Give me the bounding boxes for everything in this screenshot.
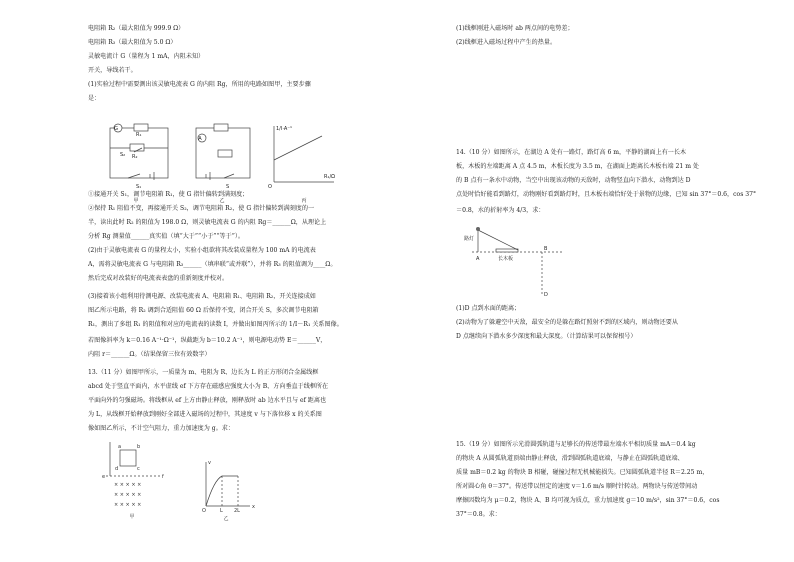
s2-label: S₂ xyxy=(120,152,126,158)
text-line: D 点继续向下潜水多少深度和最大深度。（计算结果可以保留根号） xyxy=(456,333,637,340)
text-line: 摩擦因数均为 μ＝0.2，物块 A、B 均可视为质点，重力加速度 g＝10 m/s²，sin 37°＝0.6，cos xyxy=(456,497,720,504)
text-line: R₁，测出了多组 R₁ 的阻值和对应的电流表的读数 I，并做出如图丙所示的 1/I－R₁ 关系图像。 xyxy=(88,321,343,328)
text-line: 为 L，从线框开始释放到刚好全部进入磁场的过程中，其速度 v 与下落位移 x 的关系图 xyxy=(88,411,322,418)
text-line: 开关，导线若干。 xyxy=(88,67,137,74)
caption-jia: 甲 xyxy=(133,198,139,204)
board-label: 长木板 xyxy=(498,256,514,262)
text-line: 电阻箱 R₂（最大阻值为 999.9 Ω） xyxy=(88,25,185,32)
svg-text:A: A xyxy=(198,136,202,142)
c-label: c xyxy=(137,466,140,472)
caption-yi: 乙 xyxy=(219,198,225,204)
lake-figure xyxy=(462,222,572,302)
text-line: 质量 mB＝0.2 kg 的物块 B 相碰，碰撞过程无机械能损失。已知圆弧轨道半径 R＝2.25 m， xyxy=(456,469,709,476)
a-label: a xyxy=(118,444,122,450)
lamp-label: 路灯 xyxy=(464,236,475,242)
text-line: 若图像斜率为 k＝0.16 A⁻¹·Ω⁻¹，纵截距为 b＝10.2 A⁻¹，则电源电动势 E＝______V， xyxy=(88,337,327,344)
a-label: A xyxy=(476,256,480,262)
b-label: b xyxy=(137,444,141,450)
l-label: L xyxy=(220,508,223,514)
text-line: 分析 Rg 测量值______真实值（填“大于”“小于”“等于”）。 xyxy=(88,233,244,240)
s1-label: S₁ xyxy=(136,184,142,190)
text-line: 半，读出此时 R₂ 的阻值为 198.0 Ω，则灵敏电流表 G 的内阻 Rg＝______Ω，从理论上 xyxy=(88,219,327,226)
text-line: ①接通开关 S₁，调节电阻箱 R₁，使 G 指针偏转到满刻度； xyxy=(88,191,249,198)
text-line: 14.（10 分）如图所示，在湖边 A 处有一路灯，路灯高 6 m，平静的湖面上有一长木 xyxy=(456,149,687,156)
caption-yi: 乙 xyxy=(223,516,229,522)
frame-figure xyxy=(100,440,300,522)
origin-label: O xyxy=(202,508,206,514)
caption-bing: 丙 xyxy=(301,198,307,204)
svg-text:× × × × ×: × × × × × xyxy=(114,482,142,488)
svg-text:× × × × ×: × × × × × xyxy=(114,492,142,498)
v-axis-label: v xyxy=(208,460,211,466)
text-line: A，需将灵敏电流表 G 与电阻箱 R₃______（填串联“或并联”），并将 R₃ 的阻值调为____Ω。 xyxy=(88,261,337,268)
d-label: D xyxy=(544,292,548,298)
svg-text:× × × × ×: × × × × × xyxy=(114,502,142,508)
text-line: (2)线框进入磁场过程中产生的热量。 xyxy=(456,39,557,46)
text-line: 图乙所示电路，将 R₂ 调到合适阻值 60 Ω 后保持不变，闭合开关 S，多次调节电阻箱 xyxy=(88,307,319,314)
text-line: (1)线框刚进入磁场时 ab 两点间的电势差； xyxy=(456,25,574,32)
d-label: d xyxy=(115,466,119,472)
text-line: (3)接着该小组利用待测电源、改装电流表 A、电阻箱 R₁、电阻箱 R₂，开关连接成如 xyxy=(88,293,316,300)
text-line: 点处时恰好能看到路灯，动物刚好看到路灯时，且木板右端恰好处于景物的边缘，已知 sin 37°＝0.6，cos 37° xyxy=(456,191,757,198)
f-label: f xyxy=(162,474,164,480)
text-line: 板，木板的左端距离 A 点 4.5 m，木板长度为 3.5 m，在湖面上距离长木板右端 21 m 处 xyxy=(456,163,700,170)
r2-label: R₂ xyxy=(132,154,138,160)
text-line: ②保持 R₁ 阻值不变，再接通开关 S₂，调节电阻箱 R₂，使 G 指针偏转到满刻度的一 xyxy=(88,205,315,212)
text-line: (1)实验过程中需要测出该灵敏电流表 G 的内阻 Rg，所用的电路如图甲，主要步骤 xyxy=(88,81,311,88)
e-label: e xyxy=(102,474,106,480)
text-line: 15.（19 分）如图所示光滑圆弧轨道与足够长的传送带最左端水平相切质量 mA＝0.4 kg xyxy=(456,441,696,448)
text-line: ＝0.8，水的折射率为 4/3，求： xyxy=(456,207,545,214)
text-line: abcd 处于竖直平面内，水平虚线 ef 下方存在磁感应强度大小为 B、方向垂直于线框所在 xyxy=(88,383,329,390)
text-line: 13.（11 分）如图甲所示，一质量为 m、电阻为 R、边长为 L 的正方形闭合金属线框 xyxy=(88,369,319,376)
text-line: 然后完成对改装好的电流表表盘的重新刻度并校对。 xyxy=(88,275,229,282)
text-line: 电阻箱 R₃（最大阻值为 5.0 Ω） xyxy=(88,39,177,46)
x-axis-label: x xyxy=(252,504,255,510)
text-line: (1)D 点到水面的距离； xyxy=(456,305,521,312)
r1-label: R₁ xyxy=(136,132,142,138)
text-line: 灵敏电流计 G（量程为 1 mA，内阻未知） xyxy=(88,53,205,60)
text-line: 的 B 点有一条水中动物，当空中出现该动物的天敌时，动物竖直向下潜水，动物到达 D xyxy=(456,177,691,184)
text-line: 是： xyxy=(88,95,101,102)
text-line: 平面向外的匀强磁场。将线框从 ef 上方由静止释放，刚释放时 ab 边水平且与 ef 距离也 xyxy=(88,397,327,404)
text-line: 像如图乙所示，不计空气阻力，重力加速度为 g。求： xyxy=(88,425,234,432)
svg-text:G: G xyxy=(114,126,118,132)
text-line: (2)动物为了躲避空中天敌，最安全的是躲在路灯照射不到的区域内，则动物还要从 xyxy=(456,319,678,326)
text-line: 37°＝0.8。求： xyxy=(456,511,501,518)
axis-y-label: 1/I·A⁻¹ xyxy=(276,126,292,132)
b-label: B xyxy=(544,246,548,252)
text-line: 内阻 r＝______Ω。（结果保留三位有效数字） xyxy=(88,351,211,358)
text-line: (2)由于灵敏电流表 G 的量程太小，实验小组欲将其改装成量程为 100 mA 的电流表 xyxy=(88,247,316,254)
axis-x-label: R₁/Ω xyxy=(324,174,335,180)
text-line: 所对圆心角 θ＝37°。传送带以恒定的速度 v＝1.6 m/s 顺时针转动。两物块与传送带间动 xyxy=(456,483,698,490)
origin-label: O xyxy=(268,184,272,190)
two-l-label: 2L xyxy=(234,508,240,514)
text-line: 的物块 A 从圆弧轨道顶端由静止释放，滑到圆弧轨道底端，与静止在圆弧轨道底端、 xyxy=(456,455,684,462)
s-label: S xyxy=(226,184,230,190)
caption-jia: 甲 xyxy=(129,514,135,520)
